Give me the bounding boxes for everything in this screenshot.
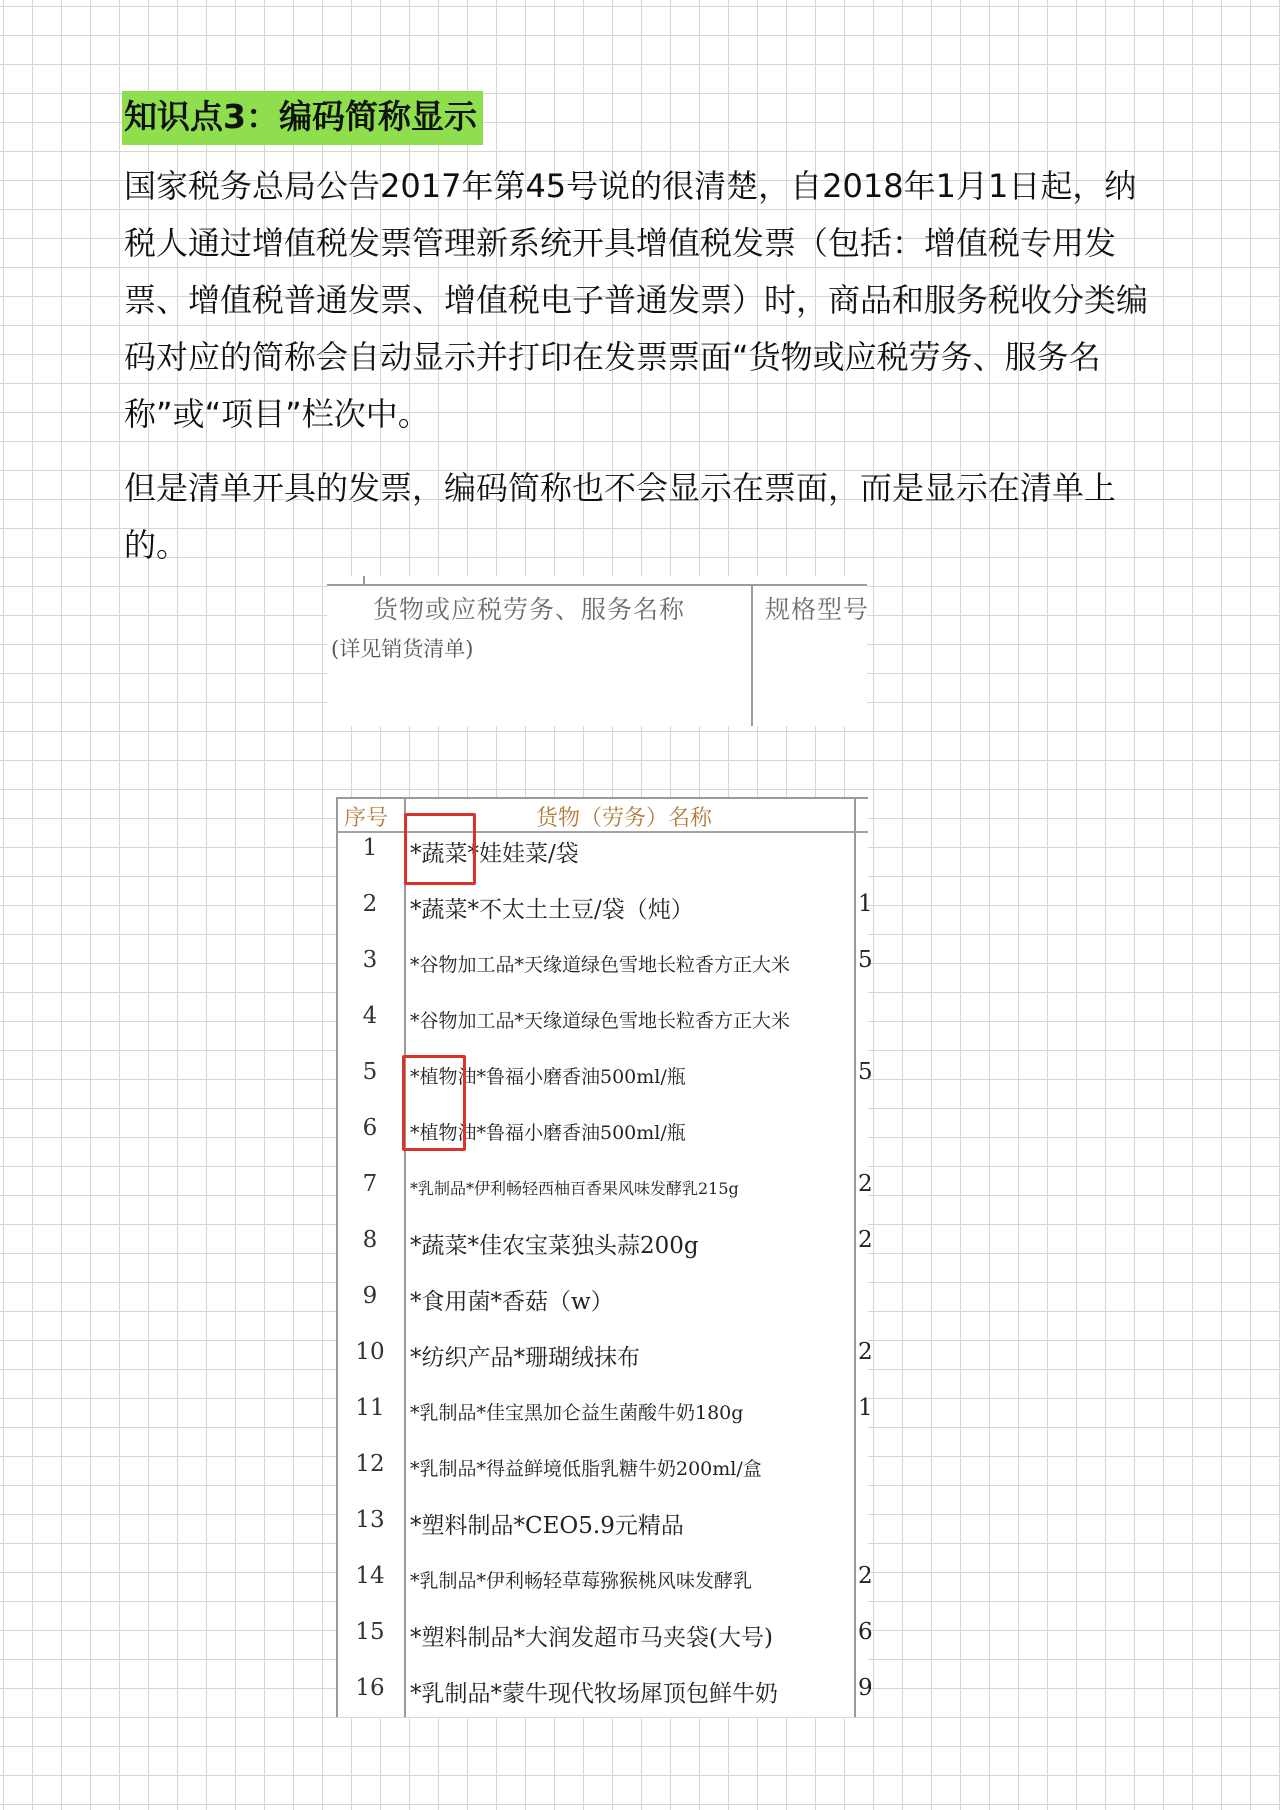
row-extra: 2	[858, 1227, 873, 1253]
row-number: 1	[362, 835, 378, 861]
row-goods-name: *蔬菜*娃娃菜/袋	[410, 841, 579, 867]
row-number: 13	[355, 1507, 385, 1533]
row-goods-name: *食用菌*香菇（w）	[410, 1289, 614, 1315]
row-number: 16	[355, 1675, 385, 1701]
row-extra: 9	[858, 1675, 873, 1701]
row-extra: 1	[858, 891, 873, 917]
row-number: 10	[355, 1339, 385, 1365]
row-goods-name: *塑料制品*CEO5.9元精品	[410, 1513, 684, 1539]
paragraph-announcement: 国家税务总局公告2017年第45号说的很清楚，自2018年1月1日起，纳税人通过增值税发票管理新系统开具增值税发票（包括：增值税专用发票、增值税普通发票、增值税电子普通发票）时，商品和服务税收分类编码对应的简称会自动显示并打印在发票票面“货物或应税劳务、服务名称”或“项目”栏次中。	[124, 167, 1149, 433]
highlight-box-vegetable-oil-code	[402, 1055, 466, 1151]
row-goods-name: *谷物加工品*天缘道绿色雪地长粒香方正大米	[410, 954, 791, 976]
row-number: 11	[355, 1395, 385, 1421]
goods-column-header: 货物（劳务）名称	[536, 806, 713, 831]
paragraph-list-note: 但是清单开具的发票，编码简称也不会显示在票面，而是显示在清单上的。	[124, 469, 1117, 564]
row-extra: 2	[858, 1563, 873, 1589]
row-goods-name: *谷物加工品*天缘道绿色雪地长粒香方正大米	[410, 1010, 791, 1032]
table-row	[336, 1157, 873, 1213]
row-goods-name: *乳制品*蒙牛现代牧场犀顶包鲜牛奶	[410, 1681, 778, 1707]
row-number: 9	[362, 1283, 378, 1309]
row-extra: 5	[858, 1059, 873, 1085]
row-goods-name: *植物油*鲁福小磨香油500ml/瓶	[410, 1122, 686, 1144]
row-number: 4	[362, 1003, 378, 1029]
row-goods-name: *蔬菜*佳农宝菜独头蒜200g	[410, 1233, 699, 1259]
row-goods-name: *乳制品*伊利畅轻草莓猕猴桃风味发酵乳	[410, 1570, 753, 1592]
row-goods-name: *植物油*鲁福小磨香油500ml/瓶	[410, 1066, 686, 1088]
table-row	[336, 1437, 868, 1493]
row-extra: 2	[858, 1171, 873, 1197]
row-number: 14	[355, 1563, 385, 1589]
table-row	[336, 1493, 868, 1549]
table-row	[336, 1381, 873, 1437]
table-border	[327, 584, 867, 586]
table-border	[336, 797, 868, 799]
table-row	[336, 933, 873, 989]
row-number: 3	[362, 947, 378, 973]
row-extra: 5	[858, 947, 873, 973]
sequence-column-header: 序号	[344, 806, 389, 831]
table-row	[336, 1661, 873, 1717]
row-number: 2	[362, 891, 378, 917]
row-goods-name: *乳制品*得益鲜境低脂乳糖牛奶200ml/盒	[410, 1458, 762, 1480]
table-row	[336, 1325, 873, 1381]
spec-model-column-header: 规格型号	[765, 595, 870, 624]
row-extra: 1	[858, 1395, 873, 1421]
table-row	[336, 1605, 873, 1661]
row-number: 5	[362, 1059, 378, 1085]
row-goods-name: *乳制品*伊利畅轻西柚百香果风味发酵乳215g	[410, 1179, 739, 1198]
invoice-header-snippet	[327, 576, 870, 726]
row-goods-name: *纺织产品*珊瑚绒抹布	[410, 1345, 640, 1371]
table-row	[336, 989, 868, 1045]
table-row	[336, 877, 873, 933]
table-row	[336, 1213, 873, 1269]
row-number: 12	[355, 1451, 385, 1477]
section-heading: 知识点3：编码简称显示	[122, 91, 483, 145]
table-border	[751, 584, 753, 726]
row-goods-name: *乳制品*佳宝黑加仑益生菌酸牛奶180g	[410, 1402, 744, 1424]
highlight-box-vegetable-code	[404, 813, 476, 885]
see-list-note: (详见销货清单)	[331, 637, 474, 661]
row-number: 15	[355, 1619, 385, 1645]
row-goods-name: *蔬菜*不太土土豆/袋（炖）	[410, 897, 694, 923]
row-number: 8	[362, 1227, 378, 1253]
row-extra: 6	[858, 1619, 873, 1645]
goods-name-column-header: 货物或应税劳务、服务名称	[373, 595, 686, 624]
table-row	[336, 1549, 873, 1605]
row-extra: 2	[858, 1339, 873, 1365]
row-number: 6	[362, 1115, 378, 1141]
row-number: 7	[362, 1171, 378, 1197]
sales-list-snippet	[336, 797, 873, 1717]
row-goods-name: *塑料制品*大润发超市马夹袋(大号)	[410, 1625, 773, 1651]
table-row	[336, 1269, 868, 1325]
